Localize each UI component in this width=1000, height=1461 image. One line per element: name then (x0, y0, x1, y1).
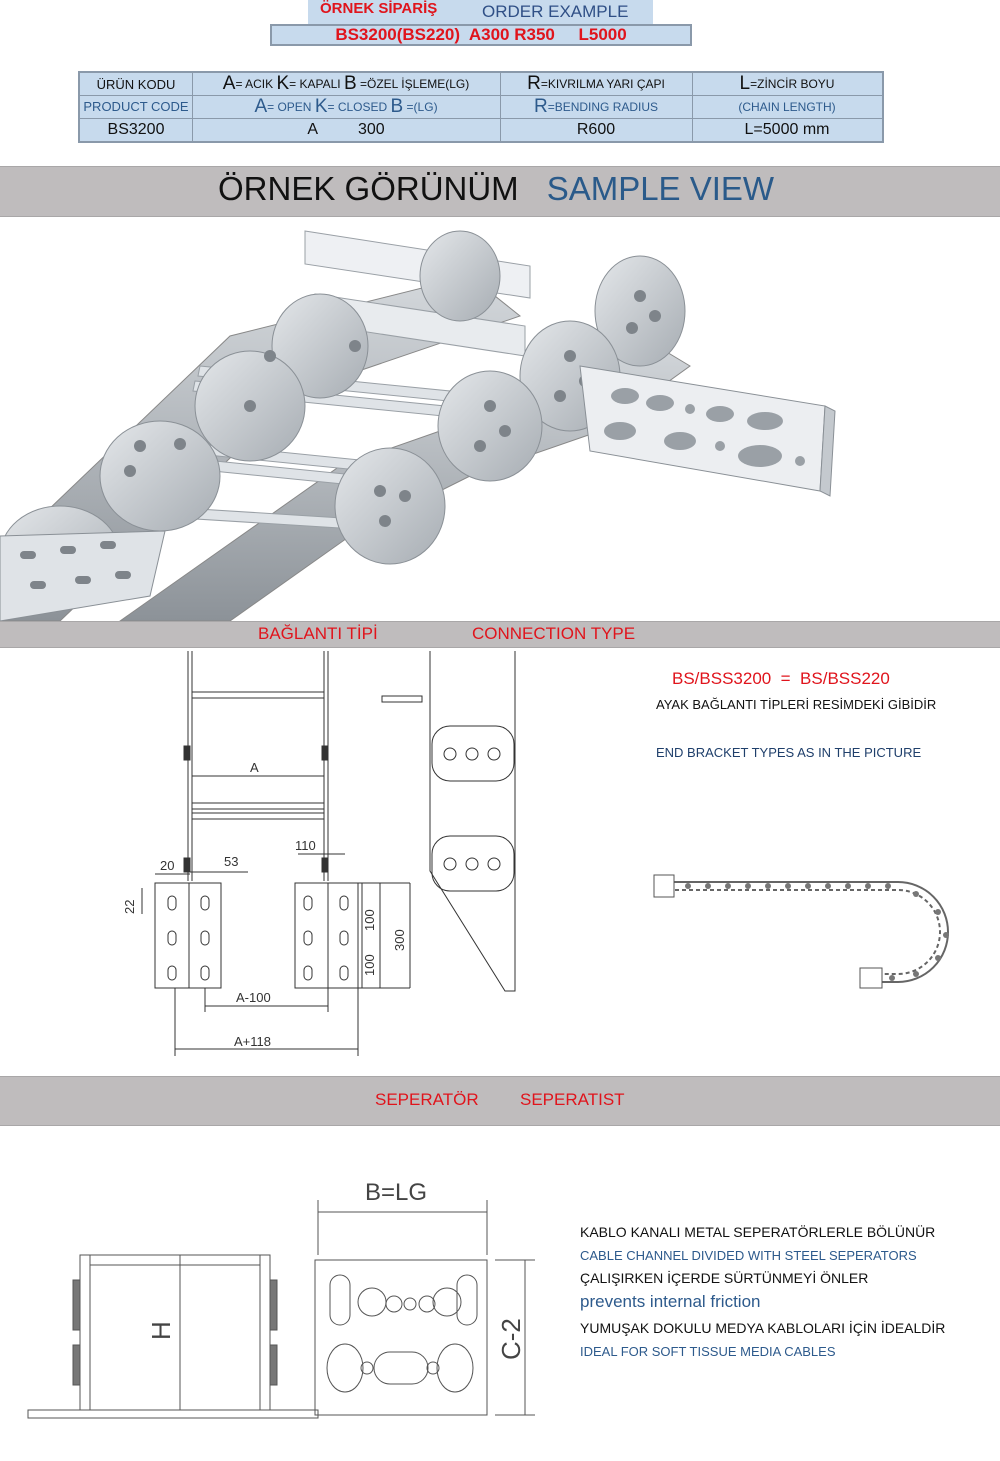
order-example-code-text: BS3200(BS220) A300 R350 L5000 (335, 25, 627, 44)
separator-band (0, 1076, 1000, 1126)
connection-equivalence: BS/BSS3200 = BS/BSS220 (672, 669, 890, 688)
dim-a: A (250, 760, 259, 775)
separator-drawing (0, 1170, 560, 1450)
table-value-radius: R600 (576, 120, 616, 138)
separator-line-2: CABLE CHANNEL DIVIDED WITH STEEL SEPERATORS (580, 1248, 917, 1263)
separator-line-3: ÇALIŞIRKEN İÇERDE SÜRTÜNMEYİ ÖNLER (580, 1270, 869, 1286)
dim-a-minus-100: A-100 (236, 990, 271, 1005)
separator-title-tr: SEPERATÖR (375, 1090, 479, 1109)
order-example-code (270, 24, 692, 46)
table-header-tr-length: L =ZİNCİR BOYU (739, 73, 835, 94)
table-value-length: L=5000 mm (744, 120, 830, 138)
order-table (78, 71, 884, 143)
separator-title-en: SEPERATIST (520, 1090, 625, 1109)
bent-chain-illustration (648, 860, 988, 990)
cable-chain-illustration (0, 216, 1000, 621)
dim-300: 300 (392, 929, 407, 951)
connection-type-en: CONNECTION TYPE (472, 624, 636, 643)
sample-view-title-tr: ÖRNEK GÖRÜNÜM (218, 170, 519, 207)
separator-line-5: YUMUŞAK DOKULU MEDYA KABLOLARI İÇİN İDEALDİR (580, 1320, 946, 1336)
dim-100a: 100 (362, 909, 377, 931)
separator-line-1: KABLO KANALI METAL SEPERATÖRLERLE BÖLÜNÜR (580, 1224, 936, 1240)
separator-line-4: prevents internal friction (580, 1292, 761, 1311)
connection-note-en: END BRACKET TYPES AS IN THE PICTURE (656, 745, 922, 760)
table-header-en-radius: R =BENDING RADIUS (533, 95, 659, 117)
connection-type-tr: BAĞLANTI TİPİ (258, 624, 378, 643)
table-header-tr-type: A = ACIK K = KAPALI B =ÖZEL İŞLEME(LG) (222, 73, 470, 94)
separator-line-6: IDEAL FOR SOFT TISSUE MEDIA CABLES (580, 1344, 836, 1359)
dim-20: 20 (160, 858, 175, 873)
table-header-en-type: A = OPEN K = CLOSED B =(LG) (254, 95, 438, 117)
sample-view-title (218, 170, 774, 208)
dim-22: 22 (122, 899, 137, 914)
dim-h: H (146, 1321, 176, 1340)
connection-drawing (0, 646, 640, 1066)
order-example-label-tr: ÖRNEK SİPARİŞ (320, 0, 438, 17)
sample-view-title-en: SAMPLE VIEW (546, 170, 775, 207)
dim-53: 53 (224, 854, 239, 869)
dim-110: 110 (295, 838, 316, 853)
table-value-type: A 300 (307, 120, 385, 138)
table-header-en-length: (CHAIN LENGTH) (738, 99, 836, 114)
table-header-en-code: PRODUCT CODE (83, 99, 189, 114)
connection-note-tr: AYAK BAĞLANTI TİPLERİ RESİMDEKİ GİBİDİR (656, 697, 937, 712)
order-example-label-en: ORDER EXAMPLE (482, 2, 629, 21)
table-value-code: BS3200 (107, 120, 165, 138)
table-header-tr-code: ÜRÜN KODU (96, 76, 176, 92)
dim-b-lg: B=LG (365, 1179, 428, 1206)
dim-a-plus-118: A+118 (234, 1034, 271, 1049)
dim-100b: 100 (362, 954, 377, 976)
table-header-tr-radius: R =KIVRILMA YARI ÇAPI (527, 73, 665, 94)
dim-c-2: C-2 (496, 1318, 526, 1360)
